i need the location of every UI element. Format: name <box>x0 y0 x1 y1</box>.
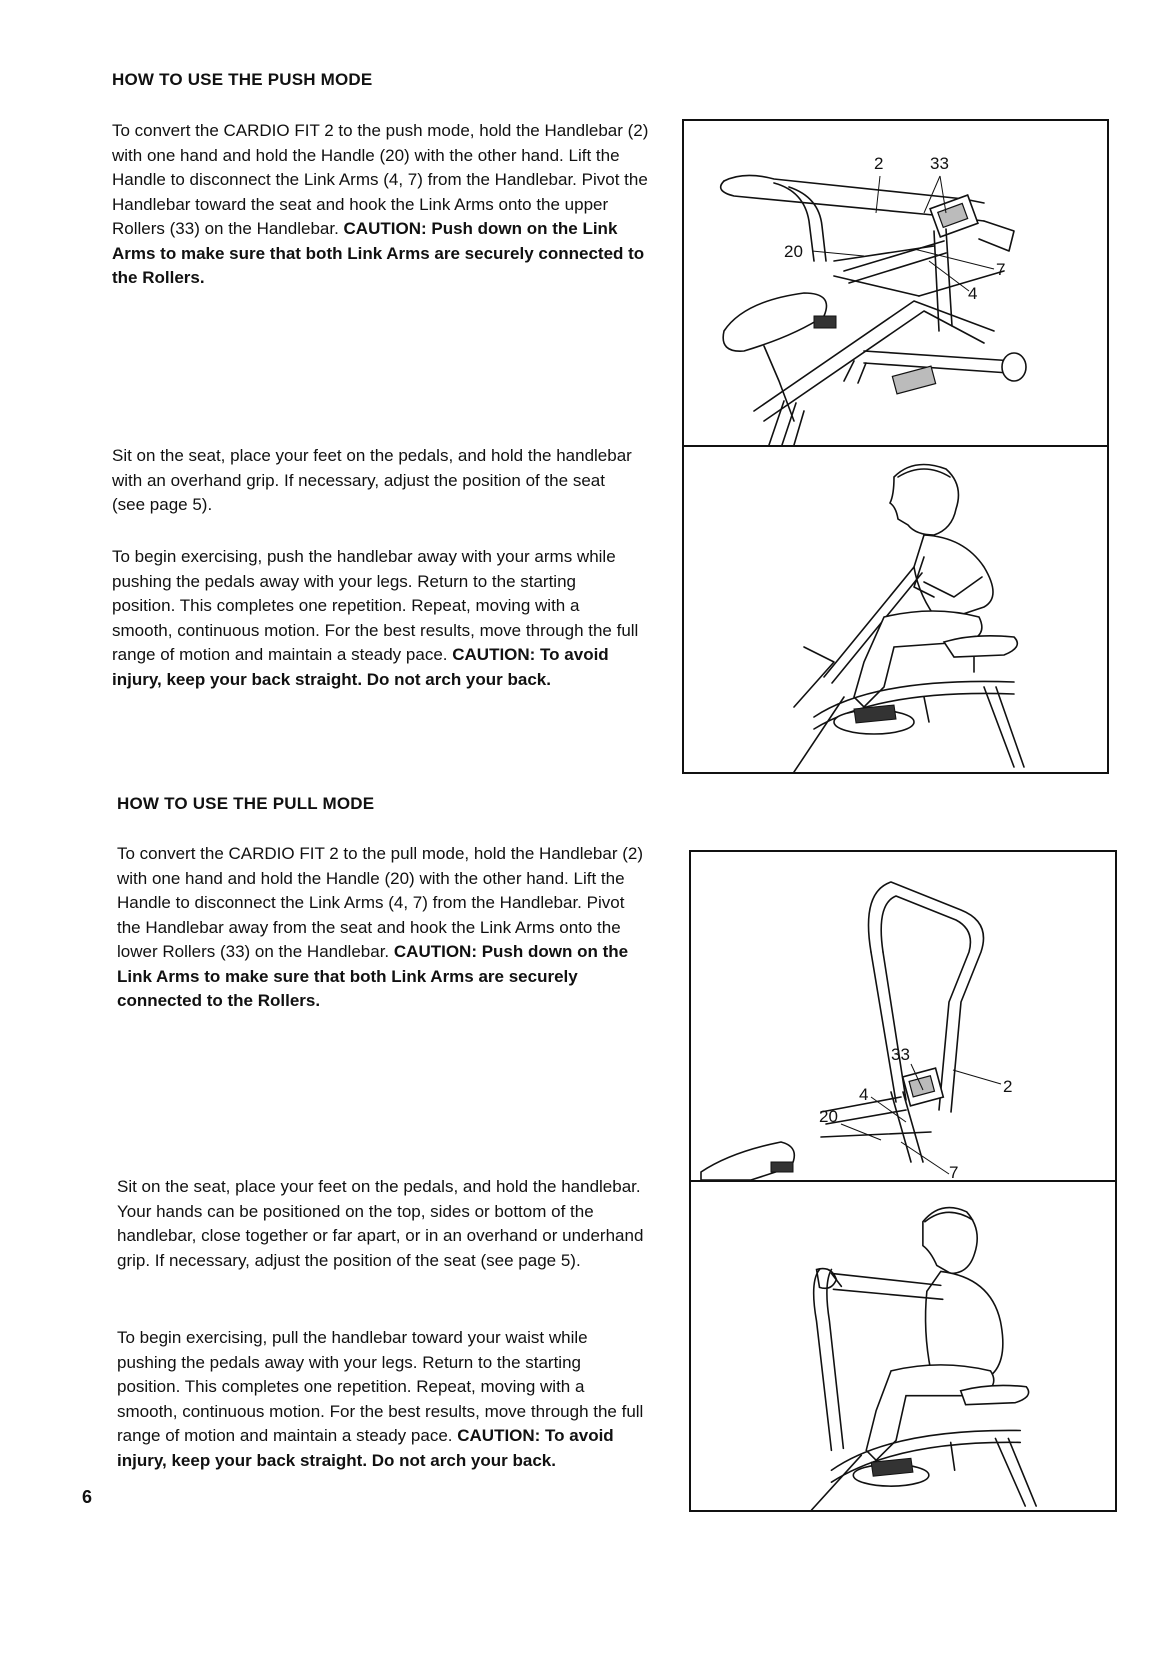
pull-convert-caution: CAUTION: Push down on the Link Arms to make sure that both Link Arms are securely connected to the Rollers. <box>117 942 629 1010</box>
pull-user-illustration <box>691 1182 1115 1510</box>
callout-20: 20 <box>819 1107 838 1126</box>
pull-exercise-caution: CAUTION: To avoid injury, keep your back straight. Do not arch your back. <box>117 1426 614 1470</box>
push-convert-text: To convert the CARDIO FIT 2 to the push mode, hold the Handlebar (2) with one hand and hold the Handle (20) with the other hand. Lift the Handle to disconnect the Link Arms (4, 7) from the Handlebar. Pivot the Handlebar toward the seat and hook the Link Arms onto the upper Rollers (33) on the Handlebar. <box>112 121 649 238</box>
pull-convert-paragraph <box>117 842 647 1014</box>
push-exercise-caution: CAUTION: To avoid injury, keep your back straight. Do not arch your back. <box>112 645 609 689</box>
pull-sit-text: Sit on the seat, place your feet on the pedals, and hold the handlebar. Your hands can be positioned on the top, sides or bottom of the handlebar, close together or far apart, or in an overhand or underhand grip. If necessary, adjust the position of the seat (see page 5). <box>117 1177 644 1270</box>
pull-mode-heading: HOW TO USE THE PULL MODE <box>117 794 375 813</box>
callout-33: 33 <box>930 154 949 173</box>
callout-4: 4 <box>859 1085 869 1104</box>
push-exercise-text: To begin exercising, push the handlebar away with your arms while pushing the pedals away with your legs. Return to the starting position. This completes one repetition. Repeat, moving with a smooth, continuous motion. For the best results, move through the full range of motion and maintain a steady pace. <box>112 547 639 664</box>
push-mode-figure <box>682 119 1109 774</box>
pull-detail-illustration <box>691 852 1115 1182</box>
push-user-drawing <box>684 447 1107 772</box>
push-sit-paragraph <box>112 444 637 518</box>
callout-33: 33 <box>891 1045 910 1064</box>
push-sit-text: Sit on the seat, place your feet on the pedals, and hold the handlebar with an overhand grip. If necessary, adjust the position of the seat (see page 5). <box>112 446 632 514</box>
pull-mode-figure <box>689 850 1117 1512</box>
callout-7: 7 <box>949 1163 959 1180</box>
callout-2: 2 <box>1003 1077 1013 1096</box>
push-detail-illustration <box>684 121 1107 447</box>
push-exercise-paragraph <box>112 545 642 692</box>
push-convert-caution: CAUTION: Push down on the Link Arms to make sure that both Link Arms are securely connected to the Rollers. <box>112 219 645 287</box>
push-convert-paragraph <box>112 119 652 291</box>
pull-user-drawing <box>691 1182 1115 1510</box>
callout-7: 7 <box>996 260 1006 279</box>
callout-2: 2 <box>874 154 884 173</box>
push-user-illustration <box>684 447 1107 772</box>
callout-4: 4 <box>968 284 978 303</box>
pull-exercise-paragraph <box>117 1326 647 1473</box>
pull-sit-paragraph <box>117 1175 647 1273</box>
callout-20: 20 <box>784 242 803 261</box>
push-detail-drawing <box>684 121 1107 445</box>
pull-detail-drawing <box>691 852 1115 1180</box>
push-mode-heading: HOW TO USE THE PUSH MODE <box>112 70 373 89</box>
pull-exercise-text: To begin exercising, pull the handlebar toward your waist while pushing the pedals away with your legs. Return to the starting position. This completes one repetition. Repeat, moving with a smooth, continuous motion. For the best results, move through the full range of motion and maintain a steady pace. <box>117 1328 644 1445</box>
page-number: 6 <box>82 1487 93 1507</box>
pull-convert-text: To convert the CARDIO FIT 2 to the pull mode, hold the Handlebar (2) with one hand and hold the Handle (20) with the other hand. Lift the Handle to disconnect the Link Arms (4, 7) from the Handlebar. Pivot the Handlebar away from the seat and hook the Link Arms onto the lower Rollers (33) on the Handlebar. <box>117 844 644 961</box>
